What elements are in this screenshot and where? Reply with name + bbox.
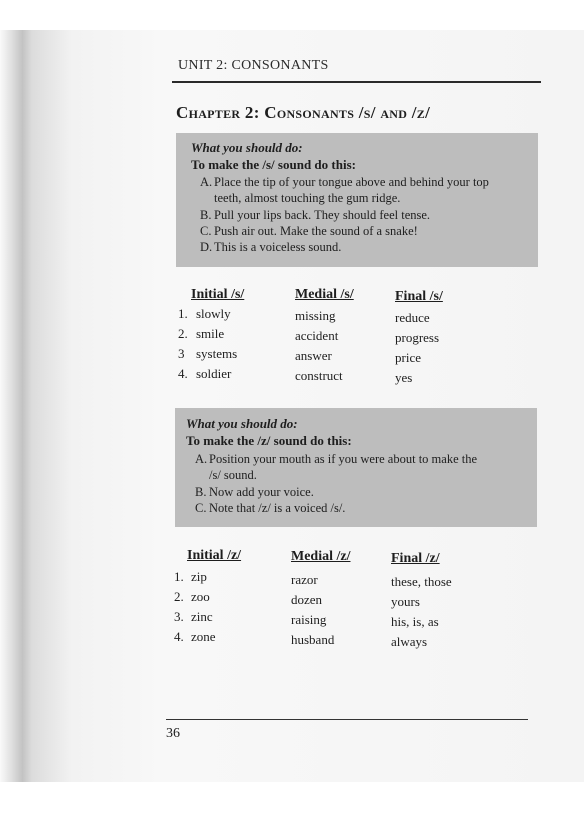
box-subheading: To make the /s/ sound do this: — [191, 157, 356, 172]
row-number: 3. — [174, 609, 184, 624]
word-medial: answer — [295, 348, 332, 363]
step-text: Note that /z/ is a voiced /s/. — [209, 501, 346, 515]
word-medial: husband — [291, 632, 335, 647]
page-number: 36 — [166, 726, 180, 741]
step-c — [195, 500, 345, 516]
row-number: 1. — [174, 569, 184, 584]
header-rule — [172, 81, 541, 83]
step-b — [195, 484, 314, 500]
instruction-box-s — [176, 133, 538, 267]
word-initial: slowly — [196, 306, 231, 321]
step-d — [200, 239, 341, 255]
word-final: his, is, as — [391, 614, 439, 629]
column-header-medial: Medial /s/ — [295, 287, 354, 302]
word-final: these, those — [391, 574, 452, 589]
step-a — [195, 451, 477, 483]
row-number: 2. — [178, 326, 188, 341]
word-medial: accident — [295, 328, 339, 343]
box-subheading: To make the /z/ sound do this: — [186, 433, 352, 448]
word-medial: dozen — [291, 592, 323, 607]
row-number: 4. — [174, 629, 184, 644]
row-number: 4. — [178, 366, 188, 381]
word-initial: systems — [196, 346, 238, 361]
step-text: This is a voiceless sound. — [214, 240, 342, 254]
word-medial: missing — [295, 308, 336, 323]
word-medial: construct — [295, 368, 343, 383]
word-initial: smile — [196, 326, 225, 341]
step-letter: A. — [200, 175, 213, 189]
unit-header: UNIT 2: CONSONANTS — [178, 58, 329, 73]
word-medial: razor — [291, 572, 318, 587]
word-initial: soldier — [196, 366, 232, 381]
row-number: 1. — [178, 306, 188, 321]
word-final: always — [391, 634, 428, 649]
word-final: progress — [395, 330, 440, 345]
step-text-cont: teeth, almost touching the gum ridge. — [214, 191, 401, 205]
step-letter: B. — [195, 485, 207, 499]
step-letter: C. — [200, 224, 212, 238]
step-text-cont: /s/ sound. — [209, 468, 257, 482]
word-medial: raising — [291, 612, 327, 627]
word-final: reduce — [395, 310, 430, 325]
step-text: Now add your voice. — [209, 485, 314, 499]
column-header-initial: Initial /z/ — [187, 548, 242, 563]
step-letter: D. — [200, 240, 213, 254]
column-header-medial: Medial /z/ — [291, 549, 351, 564]
box-heading: What you should do: — [186, 416, 298, 431]
scan-edge-left — [0, 30, 22, 782]
step-c — [200, 223, 418, 239]
row-number: 2. — [174, 589, 184, 604]
column-header-final: Final /s/ — [395, 289, 443, 304]
scan-edge-bottom — [0, 782, 584, 815]
step-text: Position your mouth as if you were about to make the — [209, 452, 478, 466]
chapter-title: Chapter 2: Consonants /s/ and /z/ — [176, 103, 431, 122]
step-letter: C. — [195, 501, 207, 515]
step-letter: A. — [195, 452, 208, 466]
word-initial: zip — [191, 569, 207, 584]
step-text: Push air out. Make the sound of a snake! — [214, 224, 418, 238]
step-text: Pull your lips back. They should feel tense. — [214, 208, 431, 222]
column-header-initial: Initial /s/ — [191, 287, 245, 302]
step-a — [200, 174, 489, 206]
row-number: 3 — [178, 346, 185, 361]
word-initial: zoo — [191, 589, 210, 604]
word-final: yes — [395, 370, 413, 385]
step-text: Place the tip of your tongue above and behind your top — [214, 175, 489, 189]
instruction-box-z — [175, 408, 537, 527]
word-initial: zone — [191, 629, 216, 644]
box-heading: What you should do: — [191, 140, 303, 155]
word-final: price — [395, 350, 421, 365]
word-initial: zinc — [191, 609, 213, 624]
step-b — [200, 207, 430, 223]
column-header-final: Final /z/ — [391, 551, 440, 566]
word-final: yours — [391, 594, 420, 609]
step-letter: B. — [200, 208, 212, 222]
footer-rule — [166, 719, 528, 720]
